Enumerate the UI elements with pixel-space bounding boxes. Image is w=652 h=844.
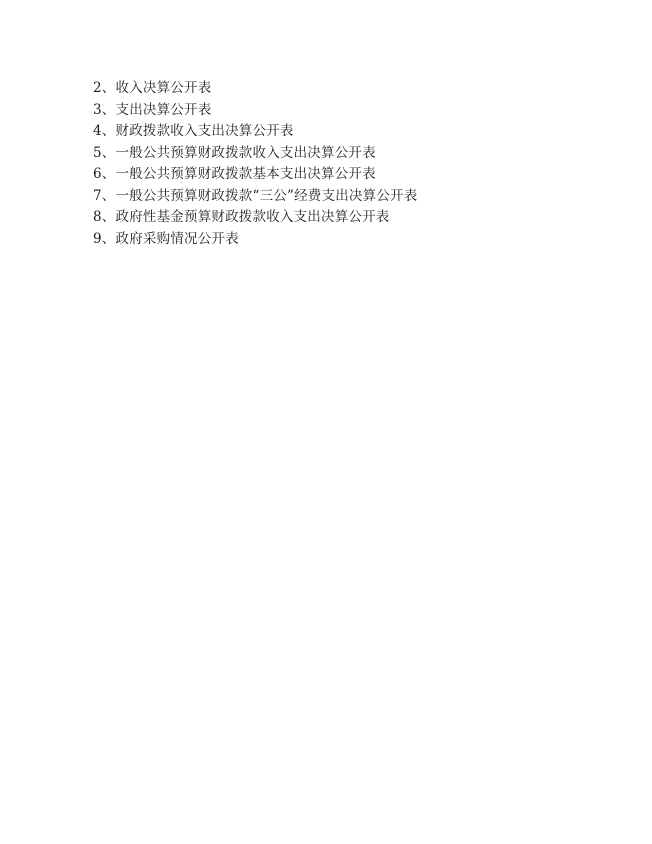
list-item-text: 4、财政拨款收入支出决算公开表 xyxy=(93,123,294,139)
list-item xyxy=(93,143,582,165)
list-item-text: 6、一般公共预算财政拨款基本支出决算公开表 xyxy=(93,166,376,182)
list-item xyxy=(93,100,582,122)
list-item-text: 5、一般公共预算财政拨款收入支出决算公开表 xyxy=(93,144,376,161)
list-item xyxy=(93,164,582,186)
list-item xyxy=(93,229,582,251)
list-item xyxy=(93,121,582,143)
list-item xyxy=(93,78,582,100)
list-item-text: 7、一般公共预算财政拨款“三公”经费支出决算公开表 xyxy=(93,187,418,204)
list-item-text: 8、政府性基金预算财政拨款收入支出决算公开表 xyxy=(93,209,390,225)
list-item xyxy=(93,207,582,229)
list-item-text: 2、收入决算公开表 xyxy=(93,80,212,96)
document-body xyxy=(93,78,582,250)
list-item-text: 3、支出决算公开表 xyxy=(93,101,212,118)
list-item-text: 9、政府采购情况公开表 xyxy=(93,230,239,247)
list-item xyxy=(93,186,582,208)
